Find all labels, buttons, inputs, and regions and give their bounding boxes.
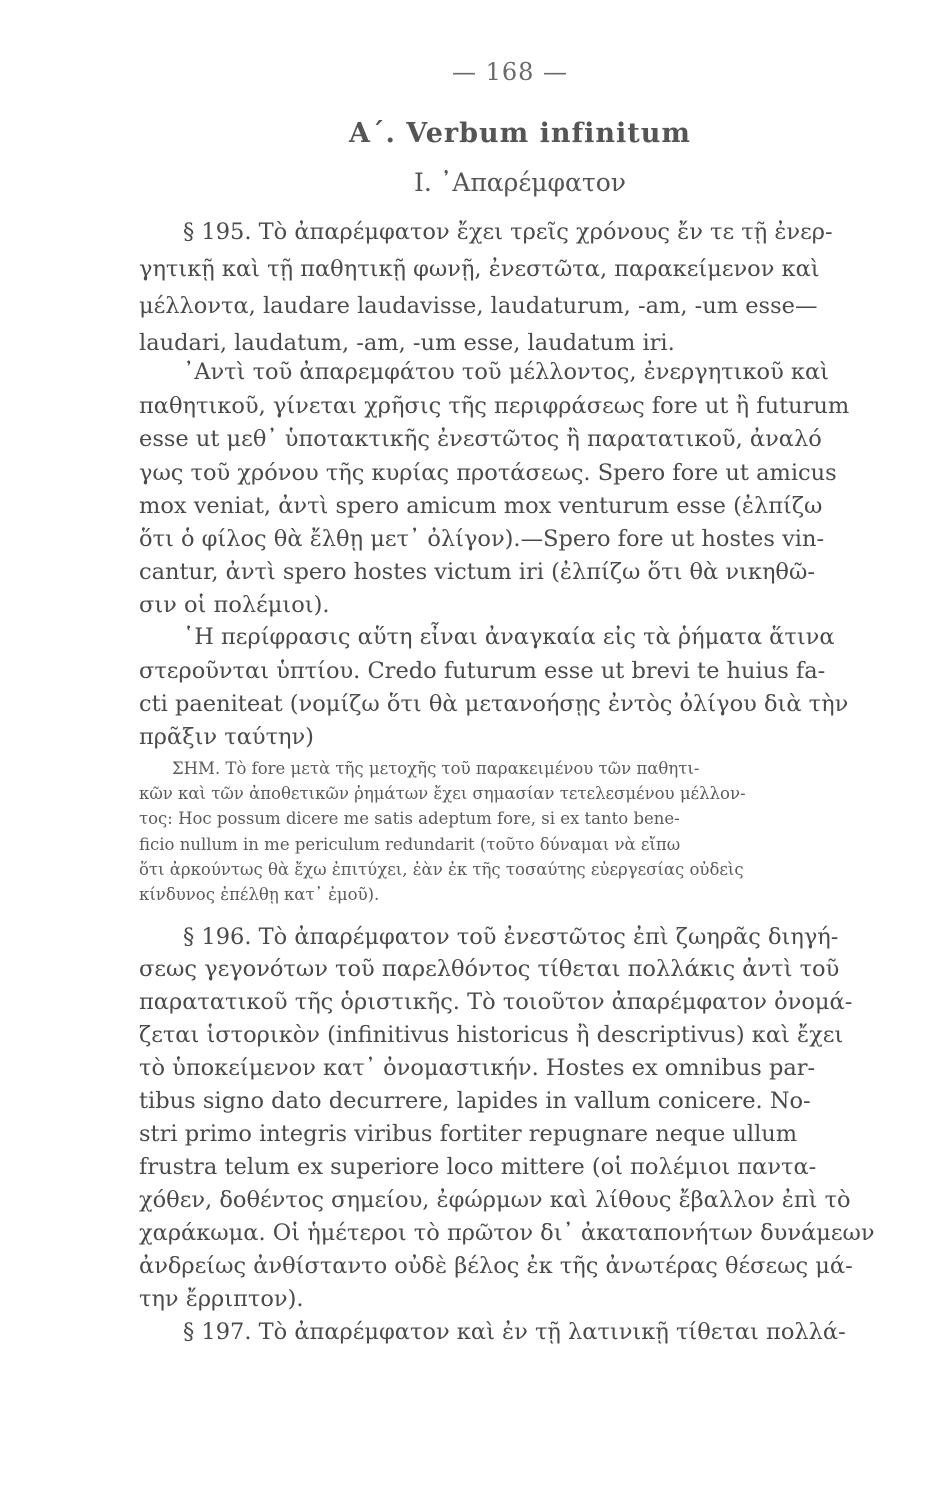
text-line: cantur, ἀντὶ spero hostes victum iri (ἐλπίζω ὅτι θὰ νικηθῶ-: [139, 559, 815, 585]
text-line: σιν οἱ πολέμιοι).: [139, 592, 330, 618]
text-line: παθητικοῦ, γίνεται χρῆσις τῆς περιφράσεως fore ut ἢ futurum: [139, 393, 850, 419]
text-line: tibus signo dato decurrere, lapides in vallum conicere. No-: [139, 1088, 811, 1114]
text-line: ᾿Αντὶ τοῦ ἀπαρεμφάτου τοῦ μέλλοντος, ἐνεργητικοῦ καὶ: [183, 359, 829, 385]
note-line: ficio nullum in me periculum redundarit (τοῦτο δύναμαι νὰ εἴπω: [139, 835, 681, 854]
text-line: § 195. Τὸ ἀπαρέμφατον ἔχει τρεῖς χρόνους ἔν τε τῇ ἐνερ-: [183, 219, 833, 245]
text-line: ἀνδρείως ἀνθίσταντο οὐδὲ βέλος ἐκ τῆς ἀνωτέρας θέσεως μά-: [139, 1253, 853, 1279]
note-line: ὅτι ἀρκούντως θὰ ἔχω ἐπιτύχει, ἐὰν ἐκ τῆς τοσαύτης εὐεργεσίας οὐδεὶς: [139, 860, 744, 879]
text-line: cti paeniteat (νομίζω ὅτι θὰ μετανοήσῃς ἐντὸς ὀλίγου διὰ τὴν: [139, 691, 849, 717]
text-line: στεροῦνται ὑπτίου. Credo futurum esse ut brevi te huius fa-: [139, 658, 826, 684]
text-line: § 197. Τὸ ἀπαρέμφατον καὶ ἐν τῇ λατινικῇ τίθεται πολλά-: [183, 1319, 846, 1345]
note-line: τος: Hoc possum dicere me satis adeptum fore, si ex tanto bene-: [139, 809, 680, 828]
section-title: A΄. Verbum infinitum: [349, 118, 691, 149]
text-line: την ἔρριπτον).: [139, 1286, 304, 1312]
note-line: κίνδυνος ἐπέλθῃ κατ᾿ ἐμοῦ).: [139, 885, 380, 904]
text-line: ὅτι ὁ φίλος θὰ ἔλθῃ μετ᾿ ὀλίγον).—Spero fore ut hostes vin-: [139, 526, 825, 552]
text-line: σεως γεγονότων τοῦ παρελθόντος τίθεται πολλάκις ἀντὶ τοῦ: [139, 956, 840, 982]
text-line: χαράκωμα. Οἱ ἡμέτεροι τὸ πρῶτον δι᾿ ἀκαταπονήτων δυνάμεων: [139, 1220, 875, 1246]
text-line: χόθεν, δοθέντος σημείου, ἐφώρμων καὶ λίθους ἔβαλλον ἐπὶ τὸ: [139, 1187, 851, 1213]
note-line: κῶν καὶ τῶν ἀποθετικῶν ῥημάτων ἔχει σημασίαν τετελεσμένου μέλλον-: [139, 784, 746, 803]
text-line: μέλλοντα, laudare laudavisse, laudaturum, -am, -um esse—: [139, 293, 818, 319]
text-line: mox veniat, ἀντὶ spero amicum mox venturum esse (ἐλπίζω: [139, 493, 823, 519]
text-line: stri primo integris viribus fortiter repugnare neque ullum: [139, 1121, 798, 1147]
text-line: ζεται ἱστορικὸν (infinitivus historicus ἢ descriptivus) καὶ ἔχει: [139, 1022, 844, 1048]
text-line: esse ut μεθ᾿ ὑποτακτικῆς ἐνεστῶτος ἢ παρατατικοῦ, ἀναλό: [139, 426, 822, 452]
text-line: γητικῇ καὶ τῇ παθητικῇ φωνῇ, ἐνεστῶτα, παρακείμενον καὶ: [139, 256, 820, 282]
subsection-title: I. ᾿Απαρέμφατον: [414, 168, 626, 197]
text-line: ῾Η περίφρασις αὕτη εἶναι ἀναγκαία εἰς τὰ ῥήματα ἅτινα: [183, 624, 835, 650]
text-line: παρατατικοῦ τῆς ὁριστικῆς. Τὸ τοιοῦτον ἀπαρέμφατον ὀνομά-: [139, 989, 853, 1015]
text-line: τὸ ὑποκείμενον κατ᾿ ὀνομαστικήν. Hostes ex omnibus par-: [139, 1055, 816, 1081]
text-line: frustra telum ex superiore loco mittere (οἱ πολέμιοι παντα-: [139, 1154, 817, 1180]
note-line: ΣΗΜ. Τὸ fore μετὰ τῆς μετοχῆς τοῦ παρακειμένου τῶν παθητι-: [172, 759, 700, 778]
text-line: laudari, laudatum, -am, -um esse, laudatum iri.: [139, 330, 675, 356]
text-line: § 196. Τὸ ἀπαρέμφατον τοῦ ἐνεστῶτος ἐπὶ ζωηρᾶς διηγή-: [183, 924, 839, 950]
text-line: γως τοῦ χρόνου τῆς κυρίας προτάσεως. Spero fore ut amicus: [139, 460, 837, 486]
text-line: πρᾶξιν ταύτην): [139, 724, 314, 750]
page-number: — 168 —: [451, 58, 569, 86]
